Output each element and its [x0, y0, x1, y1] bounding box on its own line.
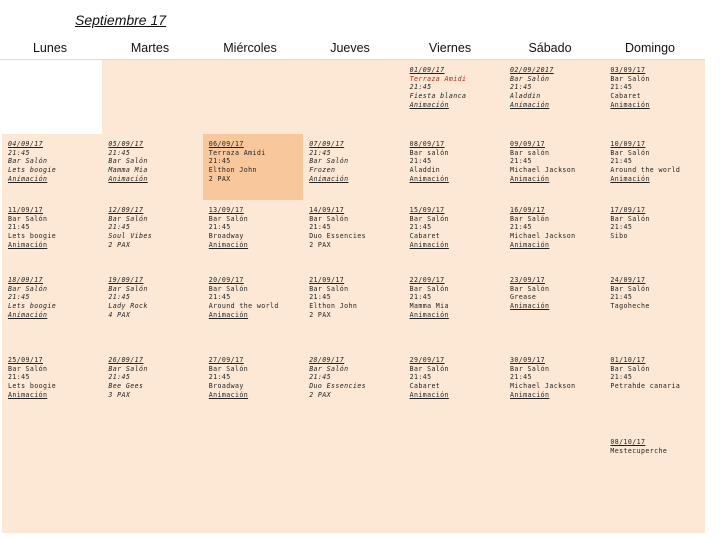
calendar-blank-area [2, 60, 102, 134]
event-line: Animación [208, 390, 249, 399]
event-line: Animación [409, 240, 449, 249]
day-header-saturday: Sábado [528, 41, 572, 55]
event-line: 21:45 [409, 293, 432, 302]
event-line: 21:45 [8, 293, 30, 302]
event-line: Terraza Amidi [208, 148, 266, 157]
event-line: Bar Salón [309, 284, 349, 293]
event-line: Mamma Mia [108, 166, 148, 175]
event-line: 21:45 [610, 83, 633, 92]
event-line: Bar Salón [610, 364, 650, 373]
event-line: Petrahde canaria [610, 382, 681, 391]
day-cell [303, 270, 403, 350]
event-line: Bar Salón [108, 284, 148, 293]
event-line: Aladdin [409, 166, 441, 175]
event-line: Animación [409, 100, 449, 109]
event-line: Bar salón [510, 148, 550, 157]
event-line: Bar Salón [8, 157, 48, 166]
event-line: 21:45 [510, 373, 532, 382]
event-date: 19/09/17 [108, 276, 144, 284]
event-line: Soul Vibes [108, 232, 153, 241]
event-line: Bar Salón [510, 364, 550, 373]
event-line: Animación [8, 174, 48, 183]
day-header-friday: Viernes [428, 41, 472, 55]
event-line: Lets boogie [8, 382, 57, 391]
event-line: 21:45 [409, 83, 432, 92]
event-line: Lady Rock [108, 302, 148, 311]
event-line: Fiesta blanca [409, 92, 467, 101]
event-line: Bar salón [409, 148, 449, 157]
event-line: 21:45 [309, 148, 332, 157]
event-line: Elthon John [208, 166, 257, 175]
day-cell [102, 200, 202, 270]
event-line: Cabaret [409, 232, 441, 241]
event-line: 4 PAX [108, 310, 131, 319]
event-date: 20/09/17 [208, 276, 244, 284]
day-header-monday: Lunes [32, 41, 68, 55]
event-line: 21:45 [409, 223, 432, 232]
day-cell [404, 270, 504, 350]
event-line: 21:45 [610, 157, 633, 166]
event-line: Animación [409, 310, 449, 319]
day-cell [604, 60, 704, 134]
event-line: Bar Salón [610, 74, 650, 83]
event-line: Broadway [208, 232, 244, 241]
event-date: 21/09/17 [309, 276, 345, 284]
event-line: Animación [208, 310, 249, 319]
event-date: 08/10/17 [610, 438, 646, 446]
event-line: 2 PAX [309, 310, 332, 319]
day-cell [203, 134, 303, 200]
event-date: 06/09/17 [208, 140, 244, 148]
event-line: Grease [510, 293, 537, 302]
event-date: 07/09/17 [309, 140, 345, 148]
event-line: 21:45 [510, 223, 532, 232]
day-cell [404, 134, 504, 200]
event-line: 21:45 [610, 373, 633, 382]
event-date: 01/09/17 [409, 66, 445, 74]
day-header-tuesday: Martes [130, 41, 170, 55]
event-date: 12/09/17 [108, 206, 144, 214]
event-line: Elthon John [309, 302, 358, 311]
event-line: 21:45 [510, 157, 532, 166]
event-line: Bar Salón [610, 148, 650, 157]
day-cell [504, 350, 604, 432]
event-date: 29/09/17 [409, 356, 445, 364]
event-line: 21:45 [8, 223, 30, 232]
event-line: Around the world [610, 166, 681, 175]
event-date: 10/09/17 [610, 140, 646, 148]
event-line: Bar Salón [8, 284, 48, 293]
event-line: Animación [610, 174, 650, 183]
day-cell [404, 350, 504, 432]
event-date: 25/09/17 [8, 356, 43, 364]
day-cell [303, 134, 403, 200]
day-cell [504, 60, 604, 134]
event-date: 28/09/17 [309, 356, 345, 364]
event-date: 09/09/17 [510, 140, 545, 148]
event-line: 21:45 [208, 373, 231, 382]
event-line: Bar Salón [208, 214, 249, 223]
event-line: Animación [208, 240, 249, 249]
event-date: 13/09/17 [208, 206, 244, 214]
day-cell [404, 200, 504, 270]
event-date: 11/09/17 [8, 206, 43, 214]
event-line: Bar Salón [309, 364, 349, 373]
event-line: Animación [610, 100, 650, 109]
event-line: Cabaret [610, 92, 641, 101]
event-line: Bar Salón [108, 214, 148, 223]
event-line: 21:45 [309, 293, 332, 302]
event-date: 27/09/17 [208, 356, 244, 364]
day-cell [2, 134, 102, 200]
event-date: 15/09/17 [409, 206, 445, 214]
day-cell [604, 134, 704, 200]
event-line: 2 PAX [108, 240, 131, 249]
event-line: Bar Salón [208, 364, 249, 373]
event-line: 2 PAX [309, 390, 332, 399]
event-line: Bar Salón [610, 284, 650, 293]
day-cell [102, 270, 202, 350]
day-cell [203, 350, 303, 432]
event-line: Bar Salón [510, 214, 550, 223]
day-cell [102, 350, 202, 432]
event-line: 21:45 [8, 373, 30, 382]
day-header-sunday: Domingo [624, 41, 676, 55]
event-line: Bee Gees [108, 382, 144, 391]
event-line: 2 PAX [208, 174, 231, 183]
event-line: 21:45 [309, 373, 332, 382]
day-cell [604, 432, 704, 533]
event-line: 21:45 [309, 223, 332, 232]
event-line: Animación [510, 100, 550, 109]
event-line: Bar Salón [409, 214, 449, 223]
day-cell [102, 134, 202, 200]
event-line: Animación [510, 240, 550, 249]
day-cell [303, 350, 403, 432]
weekday-header [0, 38, 705, 60]
event-line: Animación [309, 174, 349, 183]
event-line: 21:45 [409, 373, 432, 382]
event-date: 18/09/17 [8, 276, 43, 284]
event-line: Tagoheche [610, 302, 650, 311]
event-line: Duo Essencies [309, 232, 366, 241]
event-line: Animación [8, 310, 48, 319]
day-cell [604, 200, 704, 270]
day-cell [2, 270, 102, 350]
day-cell [203, 200, 303, 270]
event-line: Bar Salón [510, 284, 550, 293]
event-line: Bar Salón [208, 284, 249, 293]
event-line: Animación [510, 174, 550, 183]
day-cell [504, 270, 604, 350]
event-line: Michael Jackson [510, 166, 576, 175]
event-line: 21:45 [409, 157, 432, 166]
event-line: 21:45 [208, 223, 231, 232]
event-line: Animación [409, 390, 449, 399]
event-date: 02/09/2017 [510, 66, 554, 74]
event-line: Broadway [208, 382, 244, 391]
event-line: Aladdin [510, 92, 541, 101]
event-line: Bar Salón [8, 364, 48, 373]
event-date: 01/10/17 [610, 356, 646, 364]
event-line: 3 PAX [108, 390, 131, 399]
event-line: Sibo [610, 232, 628, 241]
event-line: Around the world [208, 302, 279, 311]
event-line: Animación [409, 174, 449, 183]
event-line: 21:45 [108, 223, 131, 232]
day-cell [604, 270, 704, 350]
event-date: 03/09/17 [610, 66, 646, 74]
event-line: Bar Salón [409, 364, 449, 373]
day-header-wednesday: Miércoles [223, 41, 277, 55]
event-line: Bar Salón [108, 364, 148, 373]
day-cell [2, 350, 102, 432]
event-line: Terraza Amidi [409, 74, 467, 83]
event-line: Lets boogie [8, 166, 57, 175]
event-date: 30/09/17 [510, 356, 545, 364]
event-line: Animación [510, 390, 550, 399]
event-line: Lets boogie [8, 302, 57, 311]
event-line: 21:45 [108, 373, 131, 382]
day-cell [404, 60, 504, 134]
event-line: 21:45 [610, 223, 633, 232]
event-date: 17/09/17 [610, 206, 646, 214]
event-line: Bar Salón [610, 214, 650, 223]
event-line: Animación [8, 240, 48, 249]
day-cell [2, 200, 102, 270]
event-line: Bar Salón [108, 157, 148, 166]
day-cell [604, 350, 704, 432]
event-line: 21:45 [108, 293, 131, 302]
event-date: 08/09/17 [409, 140, 445, 148]
event-line: Lets boogie [8, 232, 57, 241]
calendar-grid [2, 60, 705, 533]
event-line: 2 PAX [309, 240, 332, 249]
event-line: Bar Salón [409, 284, 449, 293]
day-cell [203, 270, 303, 350]
event-line: Animación [8, 390, 48, 399]
day-cell [303, 200, 403, 270]
event-line: Mestecuperche [610, 446, 668, 455]
event-date: 24/09/17 [610, 276, 646, 284]
event-line: Michael Jackson [510, 232, 576, 241]
event-date: 22/09/17 [409, 276, 445, 284]
event-line: Frozen [309, 166, 336, 175]
day-cell [504, 200, 604, 270]
event-line: 21:45 [208, 293, 231, 302]
event-line: Michael Jackson [510, 382, 576, 391]
day-header-thursday: Jueves [330, 41, 370, 55]
event-line: 21:45 [610, 293, 633, 302]
page-title: Septiembre 17 [75, 12, 167, 28]
event-line: Cabaret [409, 382, 441, 391]
event-line: 21:45 [108, 148, 131, 157]
event-line: 21:45 [510, 83, 532, 92]
event-line: 21:45 [208, 157, 231, 166]
event-date: 14/09/17 [309, 206, 345, 214]
event-line: Bar Salón [309, 157, 349, 166]
event-date: 16/09/17 [510, 206, 545, 214]
event-line: Duo Essencies [309, 382, 366, 391]
event-line: Mamma Mia [409, 302, 449, 311]
event-line: Bar Salón [8, 214, 48, 223]
event-line: Animación [108, 174, 148, 183]
event-line: Animación [510, 302, 550, 311]
event-line: 21:45 [8, 148, 30, 157]
event-date: 04/09/17 [8, 140, 43, 148]
event-line: Bar Salón [309, 214, 349, 223]
event-line: Bar Salón [510, 74, 550, 83]
event-date: 26/09/17 [108, 356, 144, 364]
event-date: 05/09/17 [108, 140, 144, 148]
day-cell [504, 134, 604, 200]
event-date: 23/09/17 [510, 276, 545, 284]
